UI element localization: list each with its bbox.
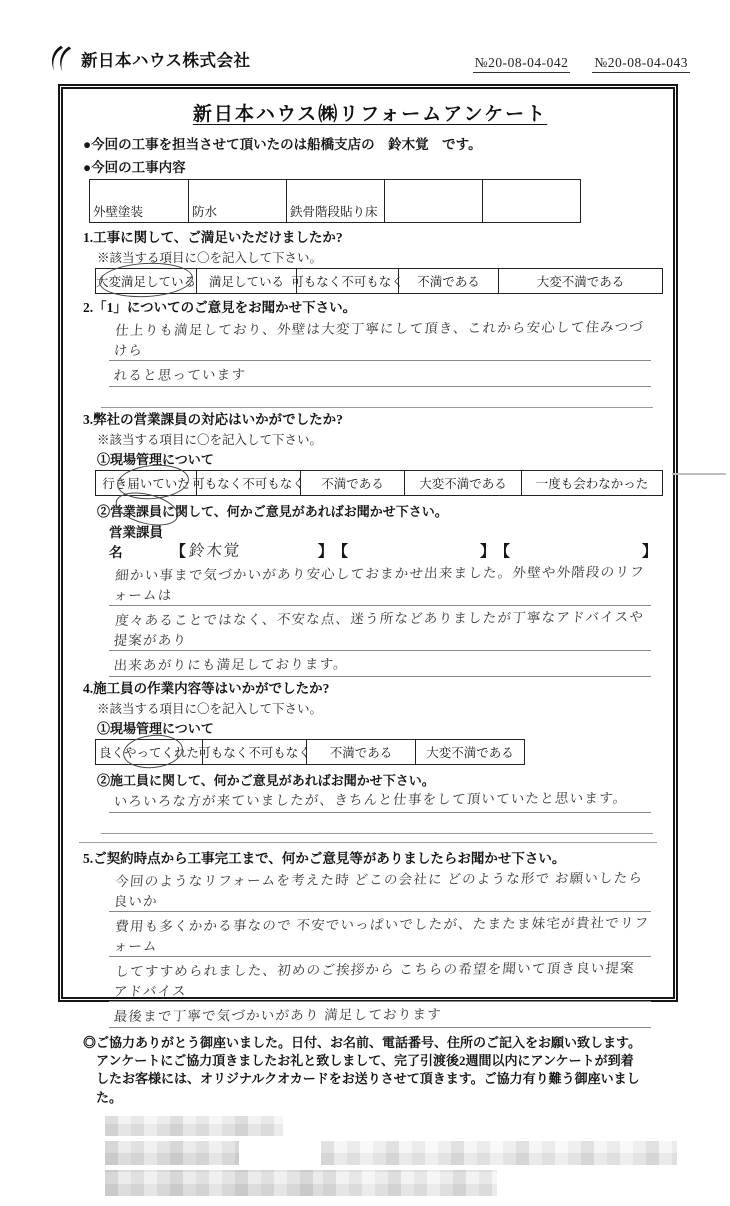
- option-cell: 可もなく不可もなく: [202, 740, 306, 764]
- handwritten-answer-line: [109, 1004, 651, 1028]
- section-separator: [79, 842, 657, 843]
- option-cell: 満足している: [196, 269, 296, 293]
- question-3-sub2: ②営業課員に関して、何かご意見があればお聞かせ下さい。: [97, 503, 448, 519]
- survey-form-box: [58, 84, 678, 1105]
- handwritten-answer-line: [109, 608, 651, 651]
- bracket-close: 】: [479, 543, 495, 560]
- option-cell: 不満である: [300, 471, 404, 495]
- question-1-options-wrap: [83, 268, 657, 294]
- option-cell: 行き届いていた: [102, 476, 190, 491]
- work-content-label: ●今回の工事内容: [83, 159, 186, 175]
- staff-name-bracket-3: [495, 540, 657, 561]
- work-item-cell: [482, 180, 580, 222]
- closing-line-1: ◎ご協力ありがとう御座いました。日付、お名前、電話番号、住所のご記入をお願い致します。: [83, 1034, 641, 1050]
- handwritten-answer-line: [109, 914, 651, 957]
- handwritten-answer-line: [109, 869, 651, 912]
- bracket-open: 【: [170, 543, 186, 560]
- company-name: 新日本ハウス株式会社: [81, 51, 251, 70]
- work-content-table: [89, 179, 581, 223]
- bracket-open: 【: [494, 543, 510, 560]
- handwritten-text: 今回のようなリフォームを考えた時 どこの会社に どのような形で お願いしたら良いか: [113, 869, 644, 909]
- redacted-block: [105, 1141, 239, 1165]
- handwritten-text: 最後まで丁寧で気づかいがあり 満足しております: [113, 1006, 443, 1024]
- option-cell: 大変不満である: [498, 269, 662, 293]
- option-cell: 大変不満である: [404, 471, 521, 495]
- bracket-close: 】: [317, 543, 333, 560]
- handwritten-answer-line: [109, 363, 651, 387]
- staff-name-bracket-2: [333, 540, 495, 561]
- option-cell: 可もなく不可もなく: [196, 471, 300, 495]
- redacted-block: [323, 1170, 497, 1196]
- handwritten-answer-line: [109, 653, 651, 677]
- work-item-cell: 防水: [188, 180, 286, 222]
- option-cell: 一度も会わなかった: [521, 471, 662, 495]
- company-logo-icon: [46, 44, 77, 73]
- staff-name-bracket-1: [171, 538, 333, 561]
- handwritten-text: してすすめられました、初めのご挨拶から こちらの希望を聞いて頂き良い提案 アドバイス: [113, 959, 636, 999]
- work-item-cell: [384, 180, 482, 222]
- work-item-cell: 鉄骨階段貼り床: [286, 180, 384, 222]
- circle-instruction-note: ※該当する項目に〇を記入して下さい。: [97, 251, 323, 266]
- circle-instruction-note: ※該当する項目に〇を記入して下さい。: [97, 701, 323, 716]
- redacted-block: [321, 1141, 677, 1165]
- handwritten-text: れると思っています: [113, 366, 247, 383]
- handwritten-text: いろいろな方が来ていましたが、きちんと仕事をして頂いていたと思います。: [113, 790, 629, 809]
- question-2-title: 2.「1」についてのご意見をお聞かせ下さい。: [83, 300, 357, 316]
- handwritten-answer-line: [109, 563, 651, 606]
- handwritten-staff-name: 鈴木覚: [188, 542, 242, 560]
- handwritten-answer-line: [109, 789, 651, 813]
- page-header: [48, 44, 690, 73]
- question-5-title: 5.ご契約時点から工事完工まで、何かご意見等がありましたらお聞かせ下さい。: [83, 850, 566, 866]
- redacted-block: [105, 1170, 323, 1196]
- question-1-options-table: [95, 268, 663, 294]
- doc-number-1: №20-08-04-042: [473, 55, 571, 73]
- option-cell: 良くやってくれた: [98, 745, 199, 760]
- handwritten-answer-line: [109, 959, 651, 1002]
- question-4-options-table: [95, 739, 525, 765]
- handwritten-answer-line: [109, 318, 651, 361]
- staff-name-label: 営業課員名: [109, 524, 163, 560]
- redacted-personal-info-zone: [83, 1114, 657, 1206]
- handwritten-text: 出来あがりにも満足しております。: [113, 656, 349, 673]
- work-item-cell: 外壁塗装: [93, 205, 144, 220]
- question-3-options-wrap: [83, 470, 657, 496]
- closing-note: [83, 1034, 657, 1108]
- scan-artifact-line: [672, 473, 726, 475]
- question-3-options-table: [95, 470, 663, 496]
- form-title: 新日本ハウス㈱リフォームアンケート: [192, 104, 548, 125]
- doc-number-2: №20-08-04-043: [592, 55, 690, 73]
- redacted-block: [105, 1116, 283, 1136]
- closing-line-3: したお客様には、オリジナルクオカードをお送りさせて頂きます。ご協力有り難う御座いました。: [96, 1071, 640, 1105]
- staff-name-row: [109, 521, 657, 561]
- document-numbers: [473, 55, 690, 73]
- handwritten-text: 細かい事まで気づかいがあり安心しておまかせ出来ました。外壁や外階段のリフォームは: [113, 564, 646, 603]
- question-3-title: 3.弊社の営業課員の対応はいかがでしたか?: [83, 411, 343, 427]
- option-cell: 不満である: [306, 740, 415, 764]
- question-4-title: 4.施工員の作業内容等はいかがでしたか?: [83, 680, 330, 696]
- option-cell: 可もなく不可もなく: [296, 269, 398, 293]
- option-cell: 大変不満である: [415, 740, 524, 764]
- blank-ruled-line: [101, 389, 653, 408]
- question-4-sub1: ①現場管理について: [97, 720, 214, 736]
- question-4-options-wrap: [83, 739, 657, 765]
- question-3-sub1: ①現場管理について: [97, 451, 214, 467]
- circle-instruction-note: ※該当する項目に〇を記入して下さい。: [97, 432, 323, 447]
- question-4-sub2: ②施工員に関して、何かご意見があればお聞かせ下さい。: [97, 772, 435, 788]
- handwritten-text: 費用も多くかかる事なので 不安でいっぱいでしたが、たまたま妹宅が貴社でリフォーム: [113, 914, 650, 954]
- bracket-close: 】: [641, 543, 657, 560]
- closing-line-2: アンケートにご協力頂きましたお礼と致しまして、完了引渡後2週間以内にアンケートが到着: [96, 1053, 634, 1069]
- assignment-line: ●今回の工事を担当させて頂いたのは船橋支店の 鈴木覚 です。: [83, 137, 482, 152]
- blank-ruled-line: [101, 815, 653, 834]
- handwritten-text: 度々あることではなく、不安な点、迷う所などありましたが丁寧なアドバイスや提案があり: [113, 609, 645, 648]
- question-3-sub2-wrap: [97, 501, 448, 520]
- option-cell: 大変満足している: [96, 275, 197, 290]
- handwritten-text: 仕上りも満足しており、外壁は大変丁寧にして頂き、これから安心して住みつづけら: [113, 319, 645, 358]
- company-brand: [48, 44, 251, 73]
- question-1-title: 1.工事に関して、ご満足いただけましたか?: [83, 230, 343, 246]
- option-cell: 不満である: [398, 269, 498, 293]
- bracket-open: 【: [332, 543, 348, 560]
